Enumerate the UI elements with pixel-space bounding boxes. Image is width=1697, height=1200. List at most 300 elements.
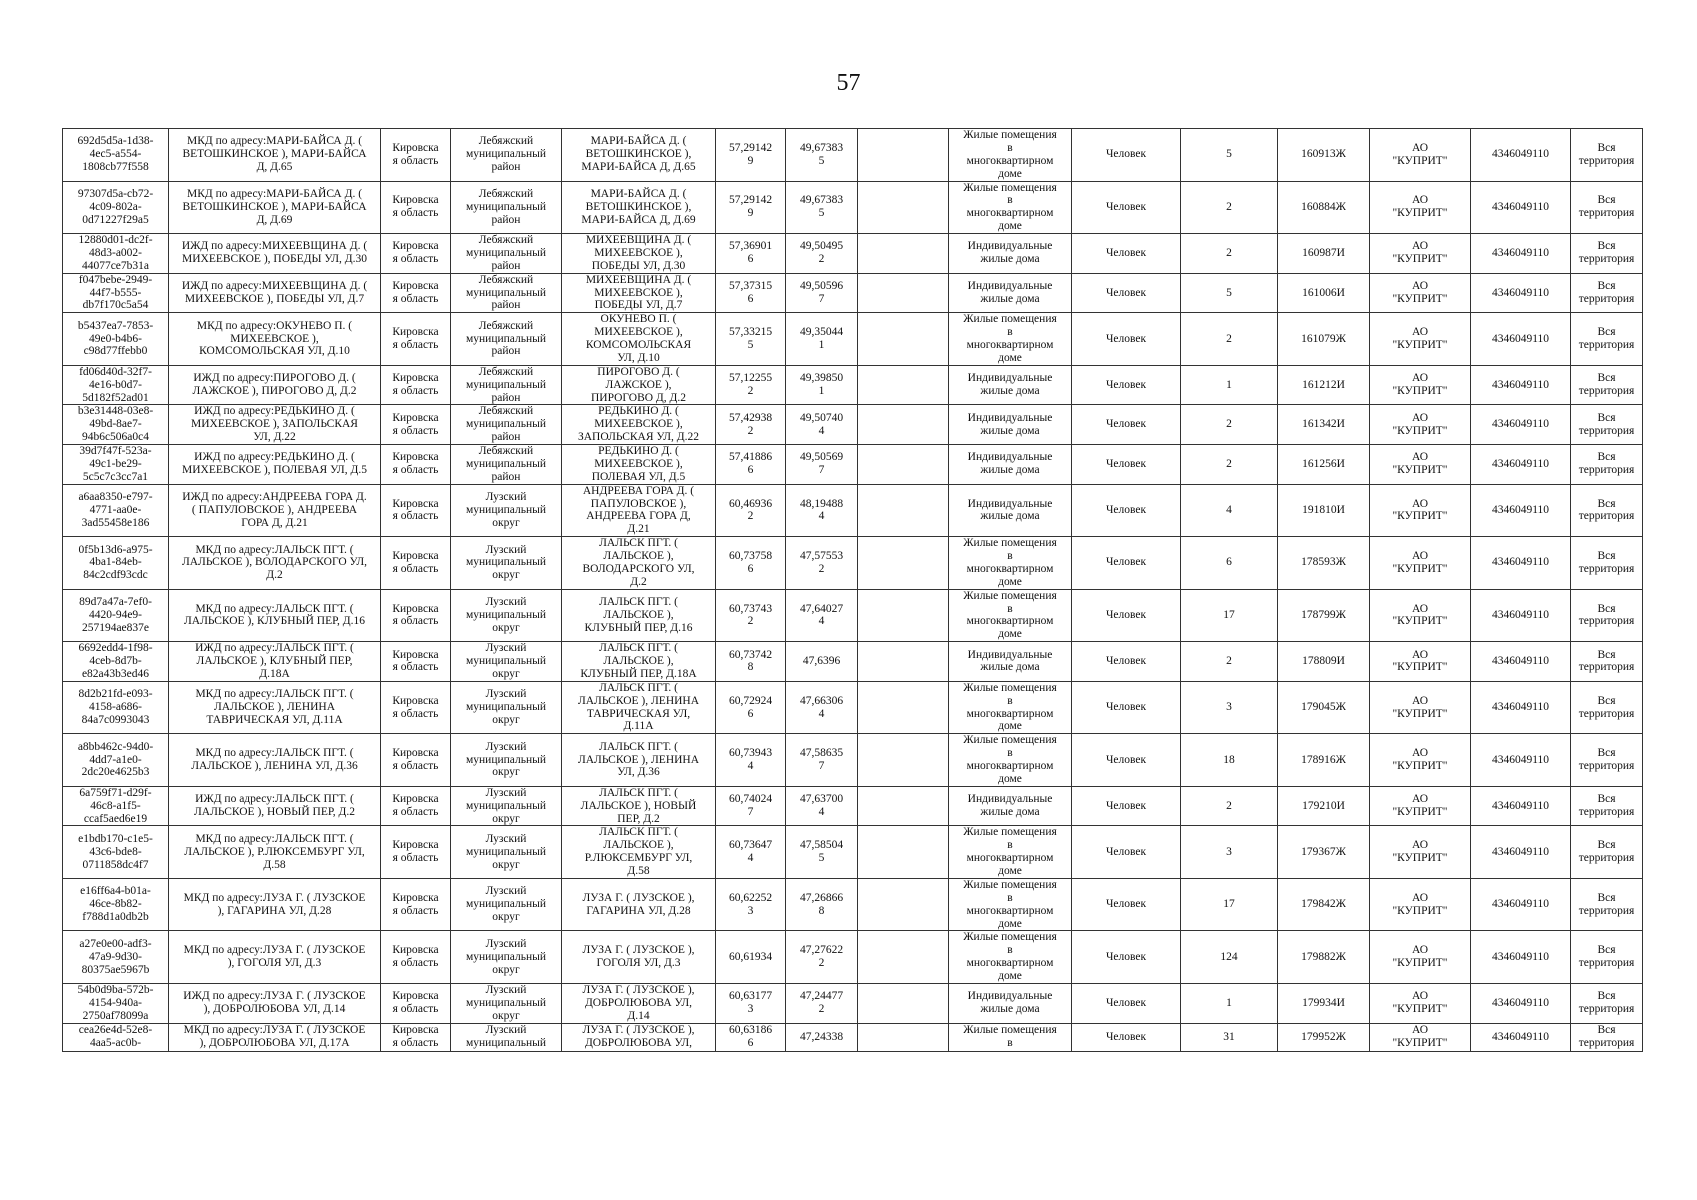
empty-cell: [858, 445, 949, 485]
territory-cell: Вся территория: [1571, 484, 1643, 537]
organization-cell: АО "КУПРИТ": [1370, 734, 1471, 787]
organization-cell: АО "КУПРИТ": [1370, 589, 1471, 642]
object-id-cell: fd06d40d-32f7- 4e16-b0d7- 5d182f52ad01: [63, 365, 169, 405]
quantity-cell: 31: [1181, 1023, 1278, 1051]
object-id-cell: e16ff6a4-b01a- 46ce-8b82- f788d1a0db2b: [63, 878, 169, 931]
quantity-cell: 124: [1181, 931, 1278, 984]
object-id-cell: 6692edd4-1f98- 4ceb-8d7b- e82a43b3ed46: [63, 642, 169, 682]
inn-cell: 4346049110: [1471, 786, 1571, 826]
housing-type-cell: Жилые помещения в многоквартирном доме: [949, 129, 1072, 182]
object-id-cell: 54b0d9ba-572b- 4154-940a- 2750af78099a: [63, 983, 169, 1023]
territory-cell: Вся территория: [1571, 931, 1643, 984]
inn-cell: 4346049110: [1471, 234, 1571, 274]
object-id-cell: 8d2b21fd-e093- 4158-a686- 84a7c0993043: [63, 681, 169, 734]
object-name-cell: МКД по адресу:ЛУЗА Г. ( ЛУЗСКОЕ ), ДОБРОЛЮБОВА УЛ, Д.17А: [169, 1023, 381, 1051]
object-id-cell: e1bdb170-c1e5- 43c6-bde8- 0711858dc4f7: [63, 826, 169, 879]
district-cell: Лузский муниципальный округ: [451, 484, 562, 537]
longitude-cell: 49,50569 7: [786, 445, 858, 485]
longitude-cell: 47,64027 4: [786, 589, 858, 642]
district-cell: Лузский муниципальный округ: [451, 642, 562, 682]
organization-cell: АО "КУПРИТ": [1370, 826, 1471, 879]
address-cell: РЕДЬКИНО Д. ( МИХЕЕВСКОЕ ), ЗАПОЛЬСКАЯ УЛ, Д.22: [562, 405, 716, 445]
organization-cell: АО "КУПРИТ": [1370, 313, 1471, 366]
housing-type-cell: Индивидуальные жилые дома: [949, 983, 1072, 1023]
inn-cell: 4346049110: [1471, 445, 1571, 485]
object-name-cell: ИЖД по адресу:ЛАЛЬСК ПГТ. ( ЛАЛЬСКОЕ ), НОВЫЙ ПЕР, Д.2: [169, 786, 381, 826]
inn-cell: 4346049110: [1471, 931, 1571, 984]
unit-cell: Человек: [1072, 983, 1181, 1023]
object-name-cell: МКД по адресу:ЛУЗА Г. ( ЛУЗСКОЕ ), ГОГОЛЯ УЛ, Д.3: [169, 931, 381, 984]
longitude-cell: 47,24338: [786, 1023, 858, 1051]
quantity-cell: 5: [1181, 273, 1278, 313]
quantity-cell: 2: [1181, 445, 1278, 485]
organization-cell: АО "КУПРИТ": [1370, 931, 1471, 984]
region-cell: Кировска я область: [381, 681, 451, 734]
housing-type-cell: Жилые помещения в многоквартирном доме: [949, 537, 1072, 590]
inn-cell: 4346049110: [1471, 681, 1571, 734]
territory-cell: Вся территория: [1571, 273, 1643, 313]
object-id-cell: b5437ea7-7853- 49e0-b4b6- c98d77ffebb0: [63, 313, 169, 366]
unit-cell: Человек: [1072, 273, 1181, 313]
address-cell: РЕДЬКИНО Д. ( МИХЕЕВСКОЕ ), ПОЛЕВАЯ УЛ, Д.5: [562, 445, 716, 485]
district-cell: Лузский муниципальный округ: [451, 786, 562, 826]
table-row: [63, 734, 1643, 787]
inn-cell: 4346049110: [1471, 537, 1571, 590]
object-name-cell: МКД по адресу:МАРИ-БАЙСА Д. ( ВЕТОШКИНСКОЕ ), МАРИ-БАЙСА Д, Д.69: [169, 181, 381, 234]
address-cell: ЛУЗА Г. ( ЛУЗСКОЕ ), ДОБРОЛЮБОВА УЛ, Д.14: [562, 983, 716, 1023]
quantity-cell: 17: [1181, 589, 1278, 642]
account-code-cell: 161079Ж: [1278, 313, 1370, 366]
inn-cell: 4346049110: [1471, 484, 1571, 537]
inn-cell: 4346049110: [1471, 129, 1571, 182]
address-cell: МАРИ-БАЙСА Д. ( ВЕТОШКИНСКОЕ ), МАРИ-БАЙСА Д, Д.69: [562, 181, 716, 234]
housing-type-cell: Жилые помещения в многоквартирном доме: [949, 313, 1072, 366]
organization-cell: АО "КУПРИТ": [1370, 878, 1471, 931]
address-cell: ЛАЛЬСК ПГТ. ( ЛАЛЬСКОЕ ), ВОЛОДАРСКОГО УЛ, Д.2: [562, 537, 716, 590]
unit-cell: Человек: [1072, 826, 1181, 879]
territory-cell: Вся территория: [1571, 983, 1643, 1023]
region-cell: Кировска я область: [381, 365, 451, 405]
territory-cell: Вся территория: [1571, 826, 1643, 879]
organization-cell: АО "КУПРИТ": [1370, 234, 1471, 274]
region-cell: Кировска я область: [381, 313, 451, 366]
empty-cell: [858, 181, 949, 234]
longitude-cell: 49,39850 1: [786, 365, 858, 405]
empty-cell: [858, 273, 949, 313]
region-cell: Кировска я область: [381, 734, 451, 787]
territory-cell: Вся территория: [1571, 129, 1643, 182]
account-code-cell: 178916Ж: [1278, 734, 1370, 787]
latitude-cell: 60,63177 3: [716, 983, 786, 1023]
account-code-cell: 160884Ж: [1278, 181, 1370, 234]
unit-cell: Человек: [1072, 642, 1181, 682]
unit-cell: Человек: [1072, 1023, 1181, 1051]
account-code-cell: 161006И: [1278, 273, 1370, 313]
unit-cell: Человек: [1072, 129, 1181, 182]
table-row: [63, 484, 1643, 537]
region-cell: Кировска я область: [381, 234, 451, 274]
address-cell: ЛАЛЬСК ПГТ. ( ЛАЛЬСКОЕ ), НОВЫЙ ПЕР, Д.2: [562, 786, 716, 826]
table-row: [63, 983, 1643, 1023]
object-id-cell: a27e0e00-adf3- 47a9-9d30- 80375ae5967b: [63, 931, 169, 984]
object-name-cell: МКД по адресу:ЛАЛЬСК ПГТ. ( ЛАЛЬСКОЕ ), ЛЕНИНА ТАВРИЧЕСКАЯ УЛ, Д.11А: [169, 681, 381, 734]
empty-cell: [858, 786, 949, 826]
table-row: [63, 181, 1643, 234]
region-cell: Кировска я область: [381, 537, 451, 590]
longitude-cell: 47,58635 7: [786, 734, 858, 787]
unit-cell: Человек: [1072, 405, 1181, 445]
inn-cell: 4346049110: [1471, 181, 1571, 234]
housing-type-cell: Индивидуальные жилые дома: [949, 273, 1072, 313]
region-cell: Кировска я область: [381, 589, 451, 642]
account-code-cell: 179210И: [1278, 786, 1370, 826]
object-name-cell: МКД по адресу:ЛАЛЬСК ПГТ. ( ЛАЛЬСКОЕ ), Р.ЛЮКСЕМБУРГ УЛ, Д.58: [169, 826, 381, 879]
table-row: [63, 681, 1643, 734]
district-cell: Лебяжский муниципальный район: [451, 181, 562, 234]
territory-cell: Вся территория: [1571, 734, 1643, 787]
longitude-cell: 49,50596 7: [786, 273, 858, 313]
housing-type-cell: Индивидуальные жилые дома: [949, 642, 1072, 682]
object-name-cell: МКД по адресу:МАРИ-БАЙСА Д. ( ВЕТОШКИНСКОЕ ), МАРИ-БАЙСА Д, Д.65: [169, 129, 381, 182]
latitude-cell: 57,29142 9: [716, 181, 786, 234]
object-id-cell: 692d5d5a-1d38- 4ec5-a554- 1808cb77f558: [63, 129, 169, 182]
organization-cell: АО "КУПРИТ": [1370, 405, 1471, 445]
district-cell: Лебяжский муниципальный район: [451, 273, 562, 313]
object-id-cell: f047bebe-2949- 44f7-b555- db7f170c5a54: [63, 273, 169, 313]
account-code-cell: 161256И: [1278, 445, 1370, 485]
region-cell: Кировска я область: [381, 484, 451, 537]
table-row: [63, 1023, 1643, 1051]
region-cell: Кировска я область: [381, 931, 451, 984]
housing-type-cell: Жилые помещения в многоквартирном доме: [949, 734, 1072, 787]
quantity-cell: 2: [1181, 642, 1278, 682]
empty-cell: [858, 129, 949, 182]
longitude-cell: 49,50740 4: [786, 405, 858, 445]
territory-cell: Вся территория: [1571, 681, 1643, 734]
district-cell: Лебяжский муниципальный район: [451, 129, 562, 182]
account-code-cell: 178593Ж: [1278, 537, 1370, 590]
territory-cell: Вся территория: [1571, 786, 1643, 826]
empty-cell: [858, 734, 949, 787]
object-name-cell: МКД по адресу:ЛАЛЬСК ПГТ. ( ЛАЛЬСКОЕ ), ЛЕНИНА УЛ, Д.36: [169, 734, 381, 787]
object-name-cell: ИЖД по адресу:РЕДЬКИНО Д. ( МИХЕЕВСКОЕ ), ЗАПОЛЬСКАЯ УЛ, Д.22: [169, 405, 381, 445]
organization-cell: АО "КУПРИТ": [1370, 1023, 1471, 1051]
latitude-cell: 60,63186 6: [716, 1023, 786, 1051]
latitude-cell: 60,74024 7: [716, 786, 786, 826]
region-cell: Кировска я область: [381, 405, 451, 445]
latitude-cell: 57,37315 6: [716, 273, 786, 313]
housing-type-cell: Индивидуальные жилые дома: [949, 445, 1072, 485]
district-cell: Лузский муниципальный округ: [451, 983, 562, 1023]
district-cell: Лузский муниципальный округ: [451, 537, 562, 590]
latitude-cell: 60,73742 8: [716, 642, 786, 682]
address-cell: ЛАЛЬСК ПГТ. ( ЛАЛЬСКОЕ ), КЛУБНЫЙ ПЕР, Д.18А: [562, 642, 716, 682]
district-cell: Лузский муниципальный округ: [451, 589, 562, 642]
territory-cell: Вся территория: [1571, 313, 1643, 366]
district-cell: Лузский муниципальный округ: [451, 931, 562, 984]
quantity-cell: 1: [1181, 365, 1278, 405]
unit-cell: Человек: [1072, 681, 1181, 734]
object-name-cell: ИЖД по адресу:ПИРОГОВО Д. ( ЛАЖСКОЕ ), ПИРОГОВО Д, Д.2: [169, 365, 381, 405]
latitude-cell: 60,72924 6: [716, 681, 786, 734]
longitude-cell: 49,50495 2: [786, 234, 858, 274]
table-row: [63, 129, 1643, 182]
inn-cell: 4346049110: [1471, 273, 1571, 313]
inn-cell: 4346049110: [1471, 734, 1571, 787]
quantity-cell: 1: [1181, 983, 1278, 1023]
quantity-cell: 2: [1181, 313, 1278, 366]
unit-cell: Человек: [1072, 878, 1181, 931]
empty-cell: [858, 983, 949, 1023]
object-id-cell: b3e31448-03e8- 49bd-8ae7- 94b6c506a0c4: [63, 405, 169, 445]
object-name-cell: МКД по адресу:ЛАЛЬСК ПГТ. ( ЛАЛЬСКОЕ ), КЛУБНЫЙ ПЕР, Д.16: [169, 589, 381, 642]
inn-cell: 4346049110: [1471, 1023, 1571, 1051]
longitude-cell: 49,35044 1: [786, 313, 858, 366]
latitude-cell: 57,42938 2: [716, 405, 786, 445]
unit-cell: Человек: [1072, 445, 1181, 485]
table-row: [63, 273, 1643, 313]
address-cell: ПИРОГОВО Д. ( ЛАЖСКОЕ ), ПИРОГОВО Д, Д.2: [562, 365, 716, 405]
housing-type-cell: Индивидуальные жилые дома: [949, 786, 1072, 826]
housing-type-cell: Жилые помещения в многоквартирном доме: [949, 589, 1072, 642]
longitude-cell: 47,63700 4: [786, 786, 858, 826]
object-id-cell: cea26e4d-52e8- 4aa5-ac0b-: [63, 1023, 169, 1051]
account-code-cell: 178809И: [1278, 642, 1370, 682]
table-body: [63, 129, 1643, 1052]
district-cell: Лузский муниципальный округ: [451, 681, 562, 734]
unit-cell: Человек: [1072, 931, 1181, 984]
empty-cell: [858, 681, 949, 734]
unit-cell: Человек: [1072, 313, 1181, 366]
table-row: [63, 313, 1643, 366]
region-cell: Кировска я область: [381, 181, 451, 234]
territory-cell: Вся территория: [1571, 1023, 1643, 1051]
object-id-cell: a8bb462c-94d0- 4dd7-a1e0- 2dc20e4625b3: [63, 734, 169, 787]
district-cell: Лебяжский муниципальный район: [451, 313, 562, 366]
inn-cell: 4346049110: [1471, 313, 1571, 366]
latitude-cell: 57,12255 2: [716, 365, 786, 405]
address-cell: МАРИ-БАЙСА Д. ( ВЕТОШКИНСКОЕ ), МАРИ-БАЙСА Д, Д.65: [562, 129, 716, 182]
quantity-cell: 4: [1181, 484, 1278, 537]
territory-cell: Вся территория: [1571, 405, 1643, 445]
inn-cell: 4346049110: [1471, 365, 1571, 405]
latitude-cell: 60,62252 3: [716, 878, 786, 931]
quantity-cell: 2: [1181, 181, 1278, 234]
object-name-cell: ИЖД по адресу:МИХЕЕВЩИНА Д. ( МИХЕЕВСКОЕ ), ПОБЕДЫ УЛ, Д.30: [169, 234, 381, 274]
object-name-cell: ИЖД по адресу:МИХЕЕВЩИНА Д. ( МИХЕЕВСКОЕ ), ПОБЕДЫ УЛ, Д.7: [169, 273, 381, 313]
address-cell: ЛУЗА Г. ( ЛУЗСКОЕ ), ГАГАРИНА УЛ, Д.28: [562, 878, 716, 931]
longitude-cell: 47,26866 8: [786, 878, 858, 931]
table-row: [63, 826, 1643, 879]
quantity-cell: 2: [1181, 405, 1278, 445]
quantity-cell: 5: [1181, 129, 1278, 182]
longitude-cell: 47,57553 2: [786, 537, 858, 590]
account-code-cell: 179882Ж: [1278, 931, 1370, 984]
object-id-cell: 6a759f71-d29f- 46c8-a1f5- ccaf5aed6e19: [63, 786, 169, 826]
organization-cell: АО "КУПРИТ": [1370, 786, 1471, 826]
empty-cell: [858, 878, 949, 931]
district-cell: Лузский муниципальный округ: [451, 734, 562, 787]
table-row: [63, 589, 1643, 642]
housing-type-cell: Индивидуальные жилые дома: [949, 365, 1072, 405]
account-code-cell: 161342И: [1278, 405, 1370, 445]
account-code-cell: 191810И: [1278, 484, 1370, 537]
address-cell: МИХЕЕВЩИНА Д. ( МИХЕЕВСКОЕ ), ПОБЕДЫ УЛ, Д.7: [562, 273, 716, 313]
housing-type-cell: Индивидуальные жилые дома: [949, 234, 1072, 274]
object-id-cell: a6aa8350-e797- 4771-aa0e- 3ad55458e186: [63, 484, 169, 537]
object-name-cell: МКД по адресу:ОКУНЕВО П. ( МИХЕЕВСКОЕ ), КОМСОМОЛЬСКАЯ УЛ, Д.10: [169, 313, 381, 366]
empty-cell: [858, 313, 949, 366]
housing-type-cell: Жилые помещения в многоквартирном доме: [949, 181, 1072, 234]
empty-cell: [858, 1023, 949, 1051]
housing-type-cell: Жилые помещения в многоквартирном доме: [949, 826, 1072, 879]
housing-type-cell: Жилые помещения в многоквартирном доме: [949, 931, 1072, 984]
region-cell: Кировска я область: [381, 826, 451, 879]
address-cell: ЛАЛЬСК ПГТ. ( ЛАЛЬСКОЕ ), ЛЕНИНА УЛ, Д.36: [562, 734, 716, 787]
address-cell: АНДРЕЕВА ГОРА Д. ( ПАПУЛОВСКОЕ ), АНДРЕЕВА ГОРА Д, Д.21: [562, 484, 716, 537]
empty-cell: [858, 931, 949, 984]
housing-type-cell: Индивидуальные жилые дома: [949, 484, 1072, 537]
registry-table: [62, 128, 1643, 1052]
empty-cell: [858, 826, 949, 879]
quantity-cell: 2: [1181, 234, 1278, 274]
region-cell: Кировска я область: [381, 642, 451, 682]
longitude-cell: 49,67383 5: [786, 129, 858, 182]
address-cell: ЛАЛЬСК ПГТ. ( ЛАЛЬСКОЕ ), ЛЕНИНА ТАВРИЧЕСКАЯ УЛ, Д.11А: [562, 681, 716, 734]
address-cell: ЛУЗА Г. ( ЛУЗСКОЕ ), ДОБРОЛЮБОВА УЛ,: [562, 1023, 716, 1051]
organization-cell: АО "КУПРИТ": [1370, 537, 1471, 590]
address-cell: МИХЕЕВЩИНА Д. ( МИХЕЕВСКОЕ ), ПОБЕДЫ УЛ, Д.30: [562, 234, 716, 274]
object-id-cell: 89d7a47a-7ef0- 4420-94e9- 257194ae837e: [63, 589, 169, 642]
territory-cell: Вся территория: [1571, 537, 1643, 590]
district-cell: Лебяжский муниципальный район: [451, 405, 562, 445]
unit-cell: Человек: [1072, 734, 1181, 787]
table-row: [63, 445, 1643, 485]
organization-cell: АО "КУПРИТ": [1370, 129, 1471, 182]
empty-cell: [858, 589, 949, 642]
latitude-cell: 60,73647 4: [716, 826, 786, 879]
table-row: [63, 878, 1643, 931]
region-cell: Кировска я область: [381, 1023, 451, 1051]
table-row: [63, 537, 1643, 590]
district-cell: Лузский муниципальный округ: [451, 878, 562, 931]
table-row: [63, 931, 1643, 984]
table-row: [63, 234, 1643, 274]
longitude-cell: 49,67383 5: [786, 181, 858, 234]
inn-cell: 4346049110: [1471, 642, 1571, 682]
region-cell: Кировска я область: [381, 786, 451, 826]
organization-cell: АО "КУПРИТ": [1370, 642, 1471, 682]
latitude-cell: 60,46936 2: [716, 484, 786, 537]
longitude-cell: 47,58504 5: [786, 826, 858, 879]
region-cell: Кировска я область: [381, 878, 451, 931]
quantity-cell: 2: [1181, 786, 1278, 826]
unit-cell: Человек: [1072, 365, 1181, 405]
longitude-cell: 47,66306 4: [786, 681, 858, 734]
latitude-cell: 60,73758 6: [716, 537, 786, 590]
district-cell: Лебяжский муниципальный район: [451, 365, 562, 405]
territory-cell: Вся территория: [1571, 642, 1643, 682]
inn-cell: 4346049110: [1471, 983, 1571, 1023]
empty-cell: [858, 484, 949, 537]
object-name-cell: МКД по адресу:ЛУЗА Г. ( ЛУЗСКОЕ ), ГАГАРИНА УЛ, Д.28: [169, 878, 381, 931]
latitude-cell: 57,33215 5: [716, 313, 786, 366]
region-cell: Кировска я область: [381, 983, 451, 1023]
organization-cell: АО "КУПРИТ": [1370, 445, 1471, 485]
page-number: 57: [836, 70, 861, 96]
table-row: [63, 365, 1643, 405]
address-cell: ЛАЛЬСК ПГТ. ( ЛАЛЬСКОЕ ), Р.ЛЮКСЕМБУРГ УЛ, Д.58: [562, 826, 716, 879]
territory-cell: Вся территория: [1571, 365, 1643, 405]
quantity-cell: 3: [1181, 826, 1278, 879]
longitude-cell: 47,27622 2: [786, 931, 858, 984]
unit-cell: Человек: [1072, 181, 1181, 234]
housing-type-cell: Жилые помещения в: [949, 1023, 1072, 1051]
district-cell: Лебяжский муниципальный район: [451, 445, 562, 485]
latitude-cell: 60,73743 2: [716, 589, 786, 642]
latitude-cell: 57,36901 6: [716, 234, 786, 274]
inn-cell: 4346049110: [1471, 826, 1571, 879]
latitude-cell: 60,61934: [716, 931, 786, 984]
account-code-cell: 161212И: [1278, 365, 1370, 405]
region-cell: Кировска я область: [381, 129, 451, 182]
inn-cell: 4346049110: [1471, 589, 1571, 642]
region-cell: Кировска я область: [381, 445, 451, 485]
longitude-cell: 48,19488 4: [786, 484, 858, 537]
empty-cell: [858, 365, 949, 405]
territory-cell: Вся территория: [1571, 589, 1643, 642]
latitude-cell: 57,41886 6: [716, 445, 786, 485]
empty-cell: [858, 537, 949, 590]
account-code-cell: 179045Ж: [1278, 681, 1370, 734]
region-cell: Кировска я область: [381, 273, 451, 313]
quantity-cell: 17: [1181, 878, 1278, 931]
organization-cell: АО "КУПРИТ": [1370, 983, 1471, 1023]
object-id-cell: 97307d5a-cb72- 4c09-802a- 0d71227f29a5: [63, 181, 169, 234]
account-code-cell: 160987И: [1278, 234, 1370, 274]
latitude-cell: 57,29142 9: [716, 129, 786, 182]
inn-cell: 4346049110: [1471, 878, 1571, 931]
object-name-cell: ИЖД по адресу:ЛАЛЬСК ПГТ. ( ЛАЛЬСКОЕ ), КЛУБНЫЙ ПЕР, Д.18А: [169, 642, 381, 682]
address-cell: ЛАЛЬСК ПГТ. ( ЛАЛЬСКОЕ ), КЛУБНЫЙ ПЕР, Д.16: [562, 589, 716, 642]
empty-cell: [858, 642, 949, 682]
organization-cell: АО "КУПРИТ": [1370, 365, 1471, 405]
longitude-cell: 47,24477 2: [786, 983, 858, 1023]
district-cell: Лузский муниципальный: [451, 1023, 562, 1051]
housing-type-cell: Жилые помещения в многоквартирном доме: [949, 681, 1072, 734]
latitude-cell: 60,73943 4: [716, 734, 786, 787]
unit-cell: Человек: [1072, 484, 1181, 537]
account-code-cell: 179934И: [1278, 983, 1370, 1023]
territory-cell: Вся территория: [1571, 878, 1643, 931]
organization-cell: АО "КУПРИТ": [1370, 681, 1471, 734]
empty-cell: [858, 405, 949, 445]
unit-cell: Человек: [1072, 537, 1181, 590]
account-code-cell: 179842Ж: [1278, 878, 1370, 931]
quantity-cell: 6: [1181, 537, 1278, 590]
unit-cell: Человек: [1072, 589, 1181, 642]
object-name-cell: ИЖД по адресу:РЕДЬКИНО Д. ( МИХЕЕВСКОЕ ), ПОЛЕВАЯ УЛ, Д.5: [169, 445, 381, 485]
district-cell: Лузский муниципальный округ: [451, 826, 562, 879]
housing-type-cell: Жилые помещения в многоквартирном доме: [949, 878, 1072, 931]
unit-cell: Человек: [1072, 234, 1181, 274]
empty-cell: [858, 234, 949, 274]
territory-cell: Вся территория: [1571, 234, 1643, 274]
table-row: [63, 405, 1643, 445]
account-code-cell: 179367Ж: [1278, 826, 1370, 879]
object-name-cell: МКД по адресу:ЛАЛЬСК ПГТ. ( ЛАЛЬСКОЕ ), ВОЛОДАРСКОГО УЛ, Д.2: [169, 537, 381, 590]
account-code-cell: 160913Ж: [1278, 129, 1370, 182]
